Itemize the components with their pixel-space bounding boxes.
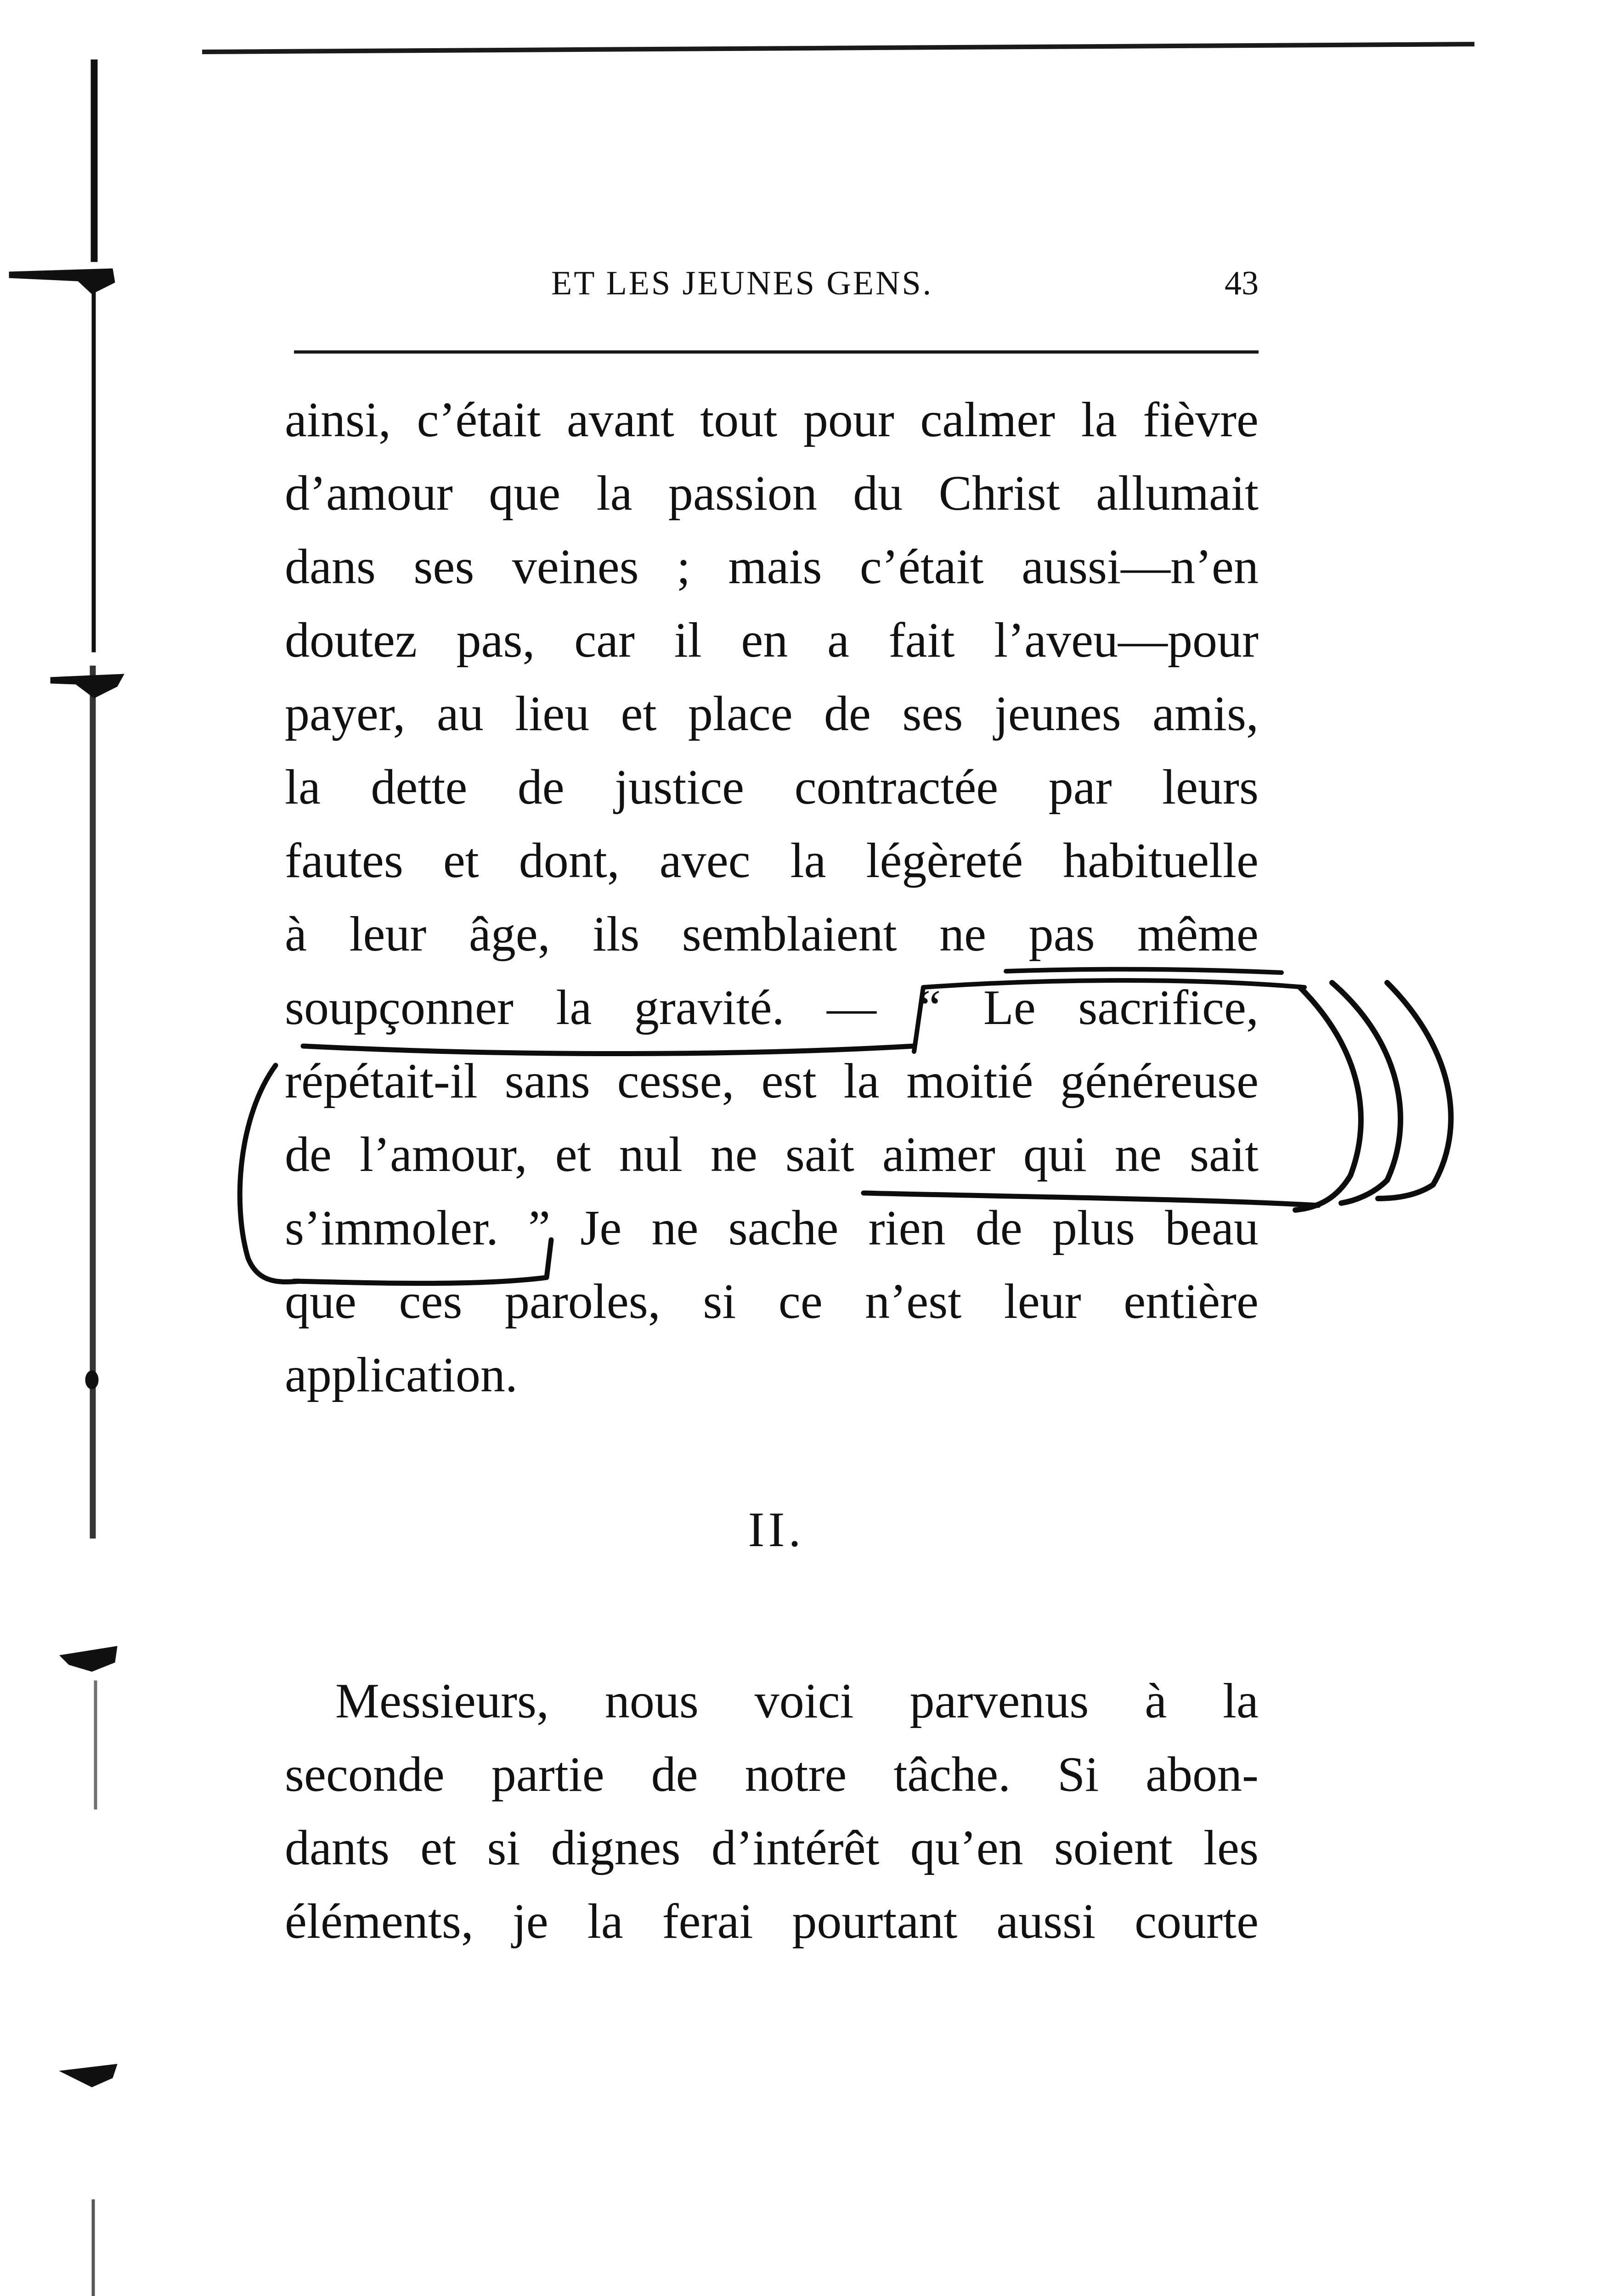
header-rule	[294, 350, 1259, 354]
text-line: doutez pas, car il en a fait l’aveu—pour	[285, 613, 1259, 668]
text-line: que ces paroles, si ce n’est leur entière	[285, 1274, 1259, 1329]
text-line: éléments, je la ferai pourtant aussi courte	[285, 1894, 1259, 1949]
text-line: application.	[285, 1348, 518, 1402]
paragraph-1	[285, 383, 1259, 1412]
text-line: fautes et dont, avec la légèreté habituelle	[285, 833, 1259, 888]
running-header	[294, 264, 1259, 319]
page-number: 43	[1225, 264, 1259, 302]
running-title: ET LES JEUNES GENS.	[551, 264, 933, 302]
text-line: dants et si dignes d’intérêt qu’en soient les	[285, 1821, 1259, 1875]
text-line: payer, au lieu et place de ses jeunes amis,	[285, 687, 1259, 741]
text-line: soupçonner la gravité. — “ Le sacrifice,	[285, 980, 1259, 1035]
paragraph-2	[285, 1665, 1259, 1958]
text-line: la dette de justice contractée par leurs	[285, 760, 1259, 815]
text-line: Messieurs, nous voici parvenus à la	[335, 1674, 1259, 1728]
text-line: dans ses veines ; mais c’était aussi—n’en	[285, 540, 1259, 594]
text-line: de l’amour, et nul ne sait aimer qui ne sait	[285, 1127, 1259, 1182]
text-line: répétait-il sans cesse, est la moitié généreuse	[285, 1054, 1259, 1109]
text-line: à leur âge, ils semblaient ne pas même	[285, 907, 1259, 962]
text-line: s’immoler. ” Je ne sache rien de plus beau	[285, 1201, 1259, 1255]
text-line: ainsi, c’était avant tout pour calmer la fièvre	[285, 393, 1259, 447]
section-heading: II.	[748, 1503, 805, 1557]
text-line: seconde partie de notre tâche. Si abon-	[285, 1747, 1259, 1802]
text-line: d’amour que la passion du Christ allumait	[285, 466, 1259, 521]
